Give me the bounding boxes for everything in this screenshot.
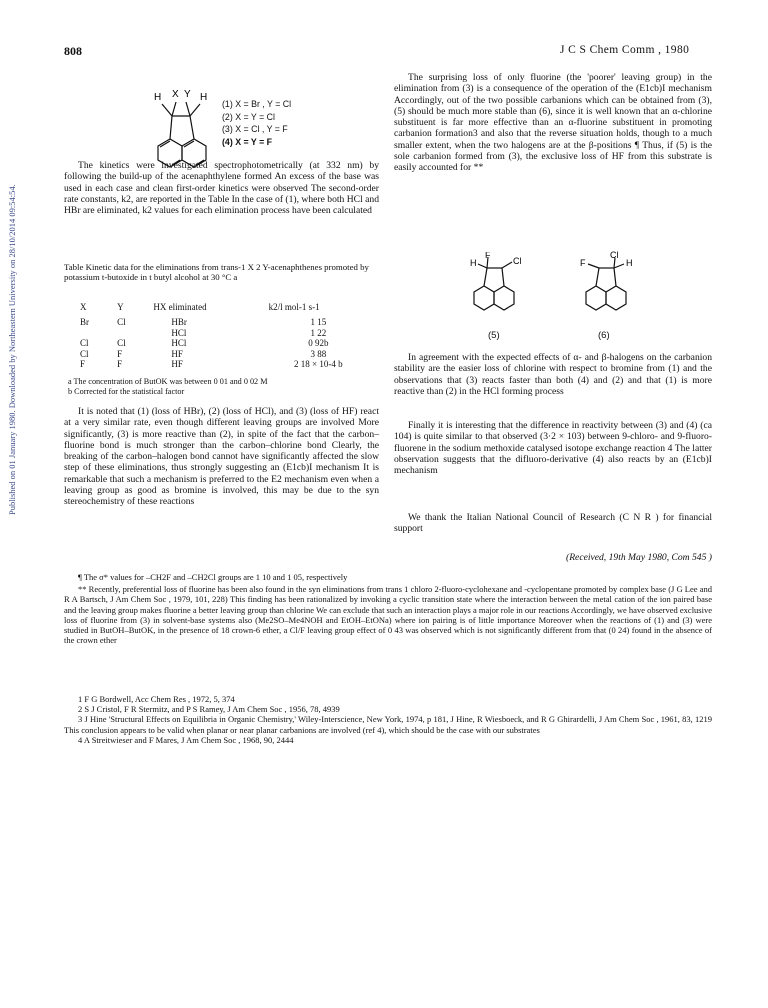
atom-f: F — [485, 252, 491, 260]
left-paragraph-1: The kinetics were investigated spectrophotometrically (at 332 nm) by following the build-up of the acenaphthylene formed An excess of the base was used in each case and clean first-order kinetics were observed The second-order rate constants, k2, are reported in the Table In the case of (1), where both HCl and HBr are eliminated, k2 values for each elimination process have been calculated — [64, 160, 379, 217]
right-paragraph-1: The surprising loss of only fluorine (the 'poorer' leaving group) in the elimination from (3) is a consequence of the operation of the (E1cb)I mechanism Accordingly, out of the two possible carbanions which can be obtained from (3), (5) should be much more stable than (6), since it is well known that an α-chlorine substituent is far more effective than an α-fluorine substituent in promoting carbanion formation3 and also that the reverse situation holds, though to a much smaller extent, when the two halogens are at the β-positions ¶ Thus, if (5) is the sole carbanion formed from (3), the exclusive loss of HF from this substrate is easily accounted for ** — [394, 72, 712, 174]
right-paragraph-2: In agreement with the expected effects of α- and β-halogens on the carbanion stability are the easier loss of chlorine with respect to bromine from (1) and the observations that (3) reacts faster than both (4) and (2) and that (1) is more reactive than (2) in the HCl forming process — [394, 352, 712, 397]
atom-h: H — [626, 258, 633, 268]
reference-3: 3 J Hine 'Structural Effects on Equilibria in Organic Chemistry,' Wiley-Interscience, New York, 1974, p 181, J Hine, R Wiesboeck, and R G Ghirardelli, J Am Chem Soc , 1961, 83, 1219 This conclusion appears to be valid when planar or near planar carbanions are involved (ref 4), which should be the case with our substrates — [64, 714, 712, 735]
carbanion-structure-6 — [568, 248, 648, 320]
running-header: J C S Chem Comm , 1980 — [560, 44, 690, 56]
table-header: k2/l mol-1 s-1 — [268, 302, 320, 312]
publication-sidebar: Published on 01 January 1980. Downloaded by Northeastern University on 28/10/2014 09:54:54. — [7, 184, 17, 515]
table-note-a: a The concentration of ButOK was between 0 01 and 0 02 M — [68, 377, 268, 386]
table-row: Cl Cl HCl 0 92b — [80, 338, 329, 349]
left-paragraph-2: It is noted that (1) (loss of HBr), (2) (loss of HCl), and (3) (loss of HF) react at a very similar rate, even though different leaving groups are involved More significantly, (3) is more reactive than (2), in spite of the fact that the carbon–fluorine bond is much stronger than the carbon–chlorine bond Clearly, the breaking of the carbon–halogen bond cannot have significantly affected the slow step of these eliminations, thus strongly suggesting an (E1cb)I mechanism It is remarkable that such a mechanism is preferred to the E2 mechanism even when a leaving group as good as bromine is involved, this may be due to the syn stereochemistry of these reactions — [64, 406, 379, 508]
table-note-b: b Corrected for the statistical factor — [68, 386, 185, 396]
table-header: X — [80, 302, 87, 312]
compound-3: (3) X = Cl , Y = F — [222, 124, 288, 135]
atom-cl: Cl — [610, 250, 619, 260]
table-row: F F HF 2 18 × 10-4 b — [80, 359, 343, 370]
reference-2: 2 S J Cristol, F R Stermitz, and P S Ramey, J Am Chem Soc , 1956, 78, 4939 — [78, 704, 340, 715]
compound-1: (1) X = Br , Y = Cl — [222, 99, 292, 109]
table-notes — [68, 377, 378, 397]
kinetic-data-table — [74, 302, 374, 369]
reference-4: 4 A Streitwieser and F Mares, J Am Chem Soc , 1968, 90, 2444 — [78, 734, 294, 745]
atom-h: H — [154, 92, 162, 103]
compound-4: (4) X = Y = F — [222, 136, 273, 147]
atom-cl: Cl — [513, 256, 522, 266]
table-caption: Table Kinetic data for the eliminations from trans-1 X 2 Y-acenaphthenes promoted by potassium t-butoxide in t butyl alcohol at 30 °C a — [64, 262, 369, 283]
references — [64, 694, 712, 745]
atom-x: X — [172, 89, 179, 100]
table-header: Y — [117, 302, 124, 312]
table-header-row — [74, 302, 374, 312]
table-row: HCl 1 22 — [171, 327, 327, 338]
footnote-pilcrow: ¶ The σ* values for –CH2F and –CH2Cl groups are 1 10 and 1 05, respectively — [78, 572, 348, 582]
carbanion-structure-5 — [460, 252, 530, 322]
received-date: (Received, 19th May 1980, Com 545 ) — [566, 552, 712, 563]
compound-list — [222, 98, 291, 148]
atom-f: F — [580, 258, 586, 268]
right-paragraph-3: Finally it is interesting that the difference in reactivity between (3) and (4) (ca 104) is quite similar to that observed (3·2 × 103) between 9-chloro- and 9-fluoro-fluorene in the sodium methoxide catalysed isotope exchange reaction 4 The latter observation suggests that the difluoro-derivative (4) also reacts by an (E1cb)I mechanism — [394, 420, 712, 477]
footnote-section — [64, 572, 712, 645]
label-5: (5) — [488, 330, 500, 341]
footnote-double-star: ** Recently, preferential loss of fluorine has been also found in the syn eliminations from trans 1 chloro 2-fluoro-cyclohexane and -cyclopentane promoted by complex base (J G Lee and R A Bartsch, J Am Chem Soc , 1979, 101, 228) This finding has been rationalized by invoking a cyclic transition state where the interaction between the metal cation of the ion paired base and the leaving group makes fluorine a better leaving group than chlorine We can exclude that such an interaction plays a major role in our reactions Accordingly, we have observed exclusive loss of fluorine from (3) in solvent-base systems also (Me2SO–Me4NOH and EtOH–EtONa) where ion pairing is of little importance Moreover when the reactions of (1) and (3) were studied in ButOH–ButOK, in the presence of 18 crown-6 ether, a Cl/F leaving group effect of 0 43 was observed which is not significantly different from that (0 24) found in the absence of the crown ether — [64, 584, 712, 646]
table-row: Br Cl HBr 1 15 — [80, 317, 327, 328]
atom-h: H — [200, 92, 208, 103]
atom-y: Y — [184, 89, 191, 100]
page-number: 808 — [64, 44, 82, 58]
atom-h: H — [470, 258, 477, 268]
right-paragraph-4: We thank the Italian National Council of Research (C N R ) for financial support — [394, 512, 712, 535]
compound-2: (2) X = Y = Cl — [222, 111, 275, 122]
table-header: HX eliminated — [153, 302, 207, 312]
reference-1: 1 F G Bordwell, Acc Chem Res , 1972, 5, 374 — [78, 694, 235, 704]
label-6: (6) — [598, 330, 610, 341]
table-row: Cl F HF 3 88 — [80, 348, 327, 359]
